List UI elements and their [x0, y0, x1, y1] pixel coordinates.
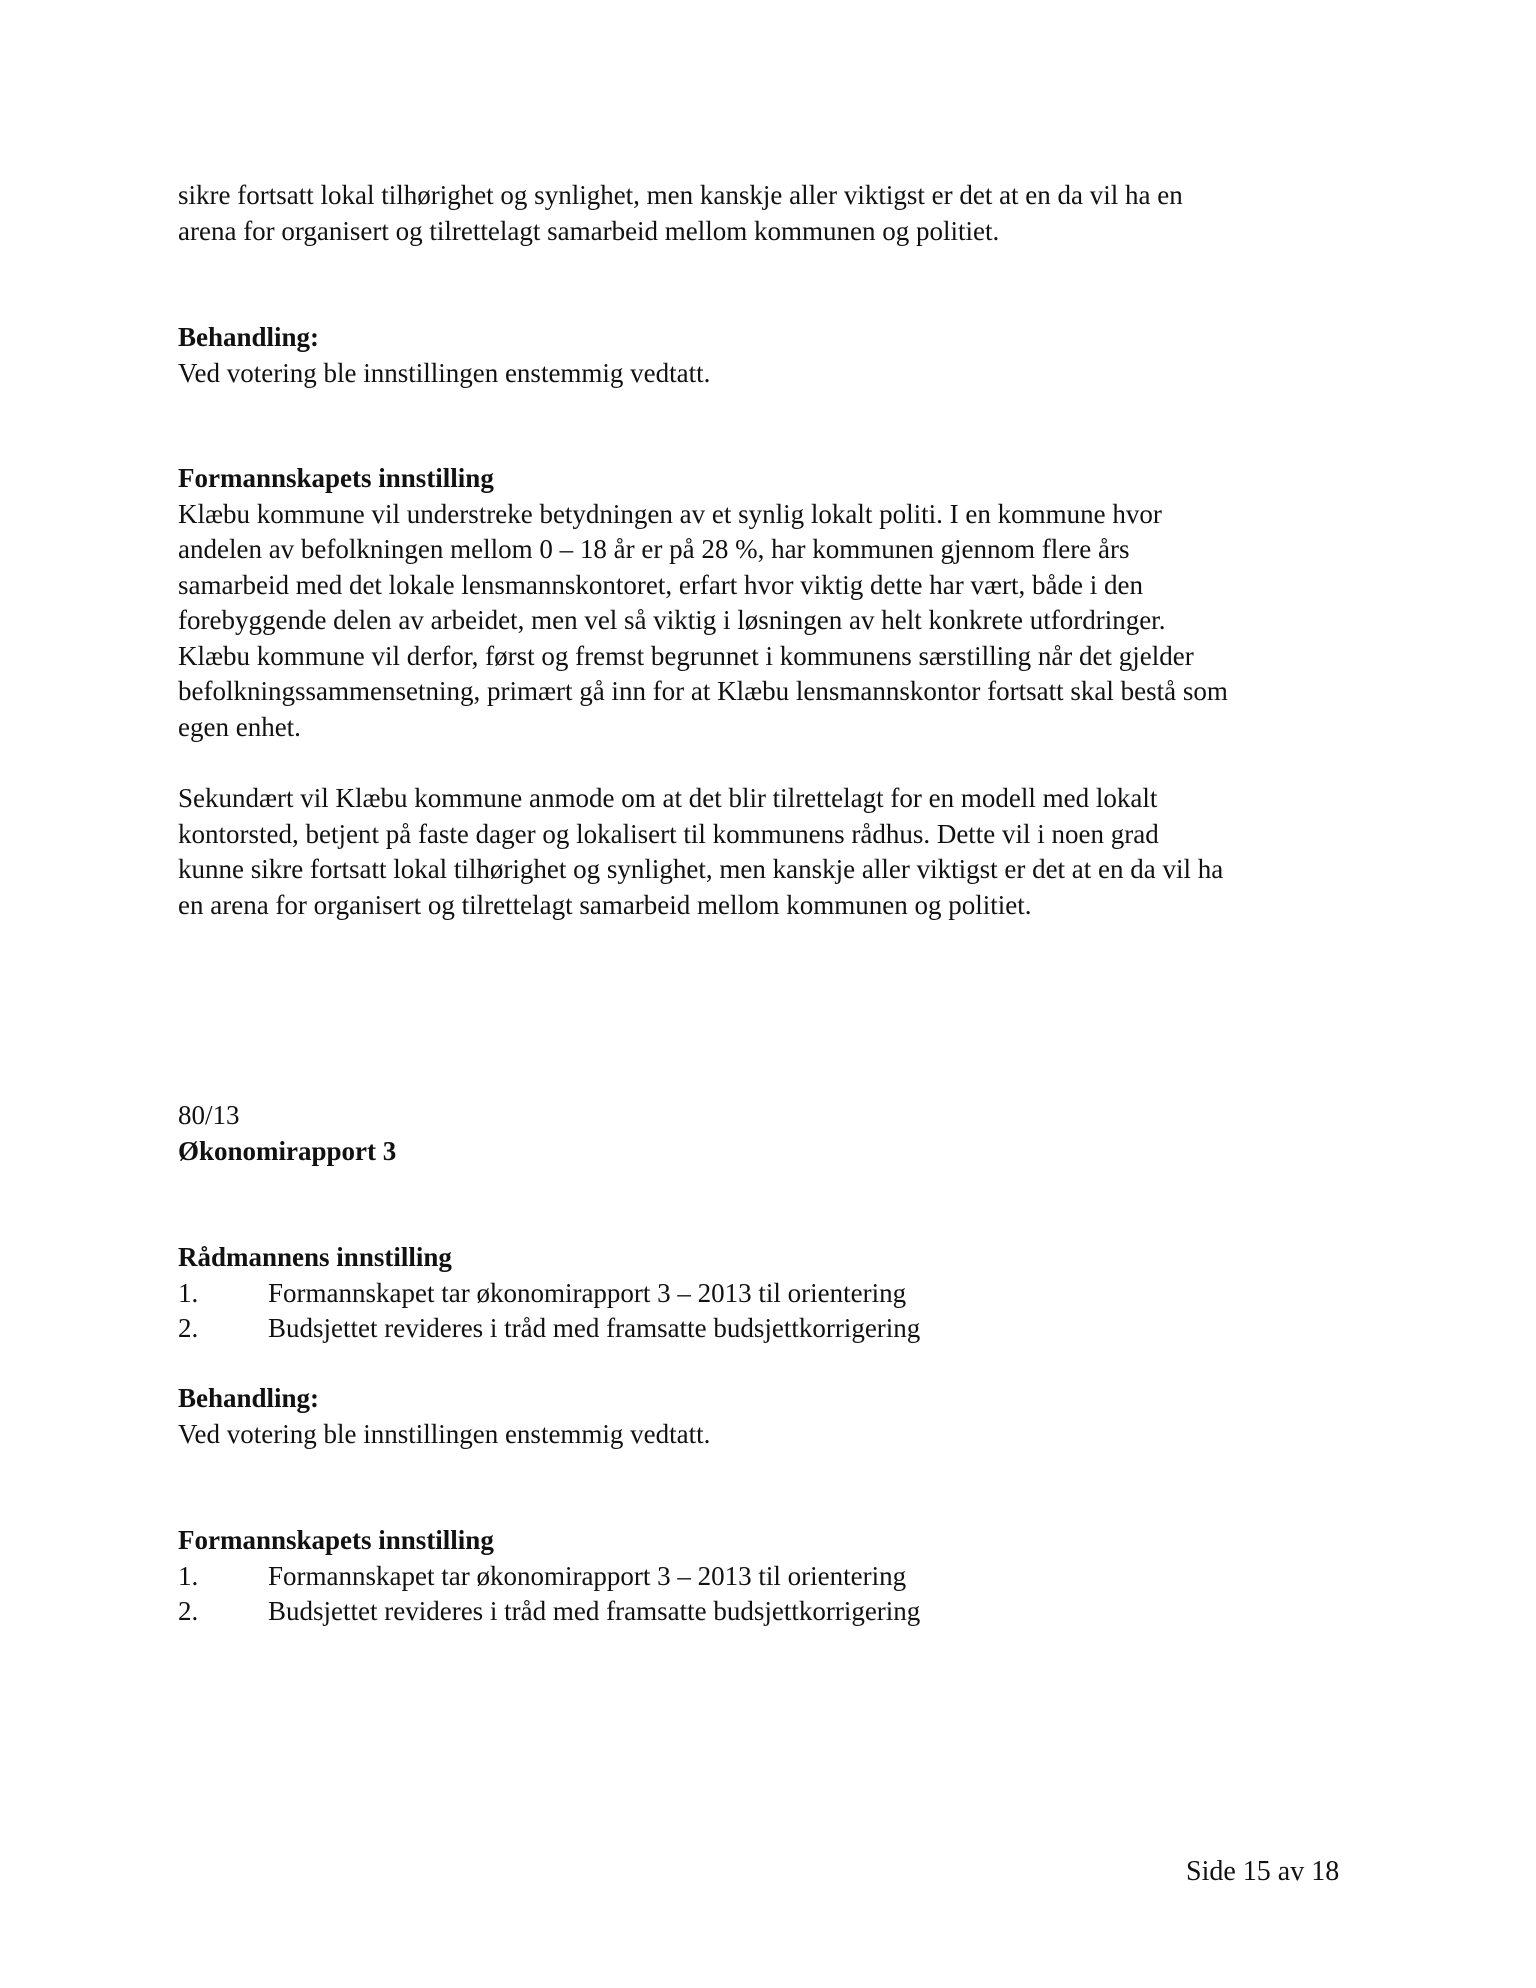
- list-item: [178, 1311, 1358, 1347]
- treatment-section-1: [178, 320, 1358, 391]
- list-text: Budsjettet revideres i tråd med framsatte budsjettkorrigering: [268, 1313, 921, 1343]
- section-heading: Behandling:: [178, 322, 320, 352]
- section-heading: Formannskapets innstilling: [178, 1525, 494, 1555]
- treatment-text: Ved votering ble innstillingen enstemmig vedtatt.: [178, 1418, 711, 1449]
- list-number: 1.: [178, 1277, 199, 1308]
- text-line: arena for organisert og tilrettelagt samarbeid mellom kommunen og politiet.: [178, 215, 1000, 246]
- text-line: kontorsted, betjent på faste dager og lokalisert til kommunens rådhus. Dette vil i noen grad: [178, 818, 1159, 849]
- text-line: befolkningssammensetning, primært gå inn for at Klæbu lensmannskontor fortsatt skal bestå som: [178, 676, 1228, 706]
- list-text: Budsjettet revideres i tråd med framsatte budsjettkorrigering: [268, 1596, 921, 1626]
- treatment-text: Ved votering ble innstillingen enstemmig vedtatt.: [178, 357, 711, 388]
- list-text: Formannskapet tar økonomirapport 3 – 2013 til orientering: [268, 1277, 907, 1308]
- list-item: [178, 1559, 1358, 1595]
- text-line: andelen av befolkningen mellom 0 – 18 år er på 28 %, har kommunen gjennom flere års: [178, 534, 1130, 564]
- text-line: kunne sikre fortsatt lokal tilhørighet og synlighet, men kanskje aller viktigst er det at en da vil ha: [178, 854, 1224, 884]
- text-line: Klæbu kommune vil derfor, først og fremst begrunnet i kommunens særstilling når det gjelder: [178, 640, 1194, 671]
- text-line: Klæbu kommune vil understreke betydningen av et synlig lokalt politi. I en kommune hvor: [178, 498, 1162, 529]
- case-title: Økonomirapport 3: [178, 1135, 397, 1166]
- list-number: 1.: [178, 1560, 199, 1591]
- text-line: samarbeid med det lokale lensmannskontoret, erfart hvor viktig dette har vært, både i den: [178, 569, 1143, 600]
- text-line: sikre fortsatt lokal tilhørighet og synlighet, men kanskje aller viktigst er det at en da vil ha en: [178, 180, 1183, 210]
- recommendation-section-1: [178, 461, 1358, 745]
- section-heading: Rådmannens innstilling: [178, 1242, 452, 1272]
- admin-recommendation-section: [178, 1240, 1358, 1347]
- text-line: forebyggende delen av arbeidet, men vel så viktig i løsningen av helt konkrete utfordringer.: [178, 605, 1166, 635]
- recommendation-section-2: [178, 1523, 1358, 1630]
- list-item: [178, 1594, 1358, 1630]
- section-heading: Behandling:: [178, 1383, 320, 1413]
- list-number: 2.: [178, 1313, 199, 1343]
- list-item: [178, 1276, 1358, 1312]
- list-number: 2.: [178, 1596, 199, 1626]
- recommendation-paragraph-2: [178, 781, 1358, 923]
- text-line: en arena for organisert og tilrettelagt samarbeid mellom kommunen og politiet.: [178, 889, 1032, 920]
- continuation-paragraph: [178, 178, 1358, 249]
- case-number: 80/13: [178, 1100, 240, 1130]
- text-line: Sekundært vil Klæbu kommune anmode om at det blir tilrettelagt for en modell med lokalt: [178, 783, 1158, 813]
- section-heading: Formannskapets innstilling: [178, 463, 494, 493]
- text-line: egen enhet.: [178, 711, 301, 742]
- page-number: Side 15 av 18: [1186, 1856, 1340, 1887]
- treatment-section-2: [178, 1381, 1358, 1452]
- list-text: Formannskapet tar økonomirapport 3 – 2013 til orientering: [268, 1560, 907, 1591]
- case-header: [178, 1098, 1358, 1169]
